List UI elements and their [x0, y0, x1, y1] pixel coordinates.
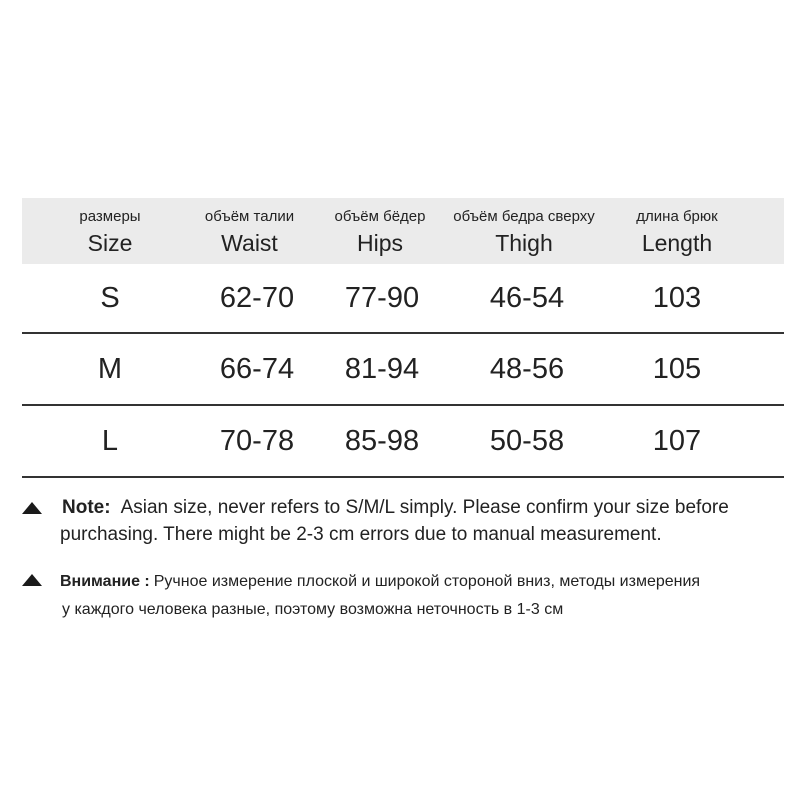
header-waist-en: Waist	[221, 230, 278, 256]
cell-length: 107	[652, 424, 702, 457]
note-text-1: Asian size, never refers to S/M/L simply. Please confirm your size before	[120, 497, 729, 518]
table-header-row	[22, 198, 784, 264]
table-row	[22, 264, 784, 334]
cell-waist: 66-74	[219, 352, 295, 385]
cell-thigh: 50-58	[489, 424, 565, 457]
table-row	[22, 334, 784, 406]
attention-label: Внимание :	[60, 573, 150, 590]
note-english-line1	[22, 494, 792, 521]
note-english	[22, 494, 792, 548]
note-label: Note:	[62, 497, 111, 518]
table-row	[22, 406, 784, 478]
header-length	[612, 198, 742, 264]
header-waist	[187, 198, 312, 264]
cell-waist: 62-70	[219, 281, 295, 314]
size-chart-table	[22, 198, 784, 478]
cell-length: 105	[652, 352, 702, 385]
header-size	[70, 198, 150, 264]
triangle-up-icon	[22, 502, 42, 514]
cell-size: M	[97, 352, 123, 385]
header-length-en: Length	[641, 230, 713, 256]
cell-waist: 70-78	[219, 424, 295, 457]
header-thigh-en: Thigh	[495, 230, 553, 256]
attention-text-1: Ручное измерение плоской и широкой стороной вниз, методы измерения	[153, 573, 701, 590]
header-thigh-ru: объём бедра сверху	[453, 208, 595, 225]
cell-thigh: 48-56	[489, 352, 565, 385]
cell-size: S	[100, 281, 120, 314]
cell-length: 103	[652, 281, 702, 314]
header-size-ru: размеры	[79, 208, 141, 225]
triangle-up-icon	[22, 574, 42, 586]
header-hips-ru: объём бёдер	[334, 208, 426, 225]
header-hips	[320, 198, 440, 264]
note-text-2: purchasing. There might be 2-3 cm errors due to manual measurement.	[60, 524, 662, 545]
note-russian-line1	[22, 568, 792, 596]
header-length-ru: длина брюк	[636, 208, 718, 225]
cell-size: L	[101, 424, 119, 457]
header-waist-ru: объём талии	[204, 208, 295, 225]
cell-hips: 85-98	[344, 424, 420, 457]
header-size-en: Size	[87, 230, 133, 256]
header-thigh	[440, 198, 608, 264]
note-russian	[22, 568, 792, 624]
cell-hips: 77-90	[344, 281, 420, 314]
attention-text-2: у каждого человека разные, поэтому возможна неточность в 1-3 см	[62, 601, 564, 618]
cell-hips: 81-94	[344, 352, 420, 385]
header-hips-en: Hips	[356, 230, 403, 256]
cell-thigh: 46-54	[489, 281, 565, 314]
